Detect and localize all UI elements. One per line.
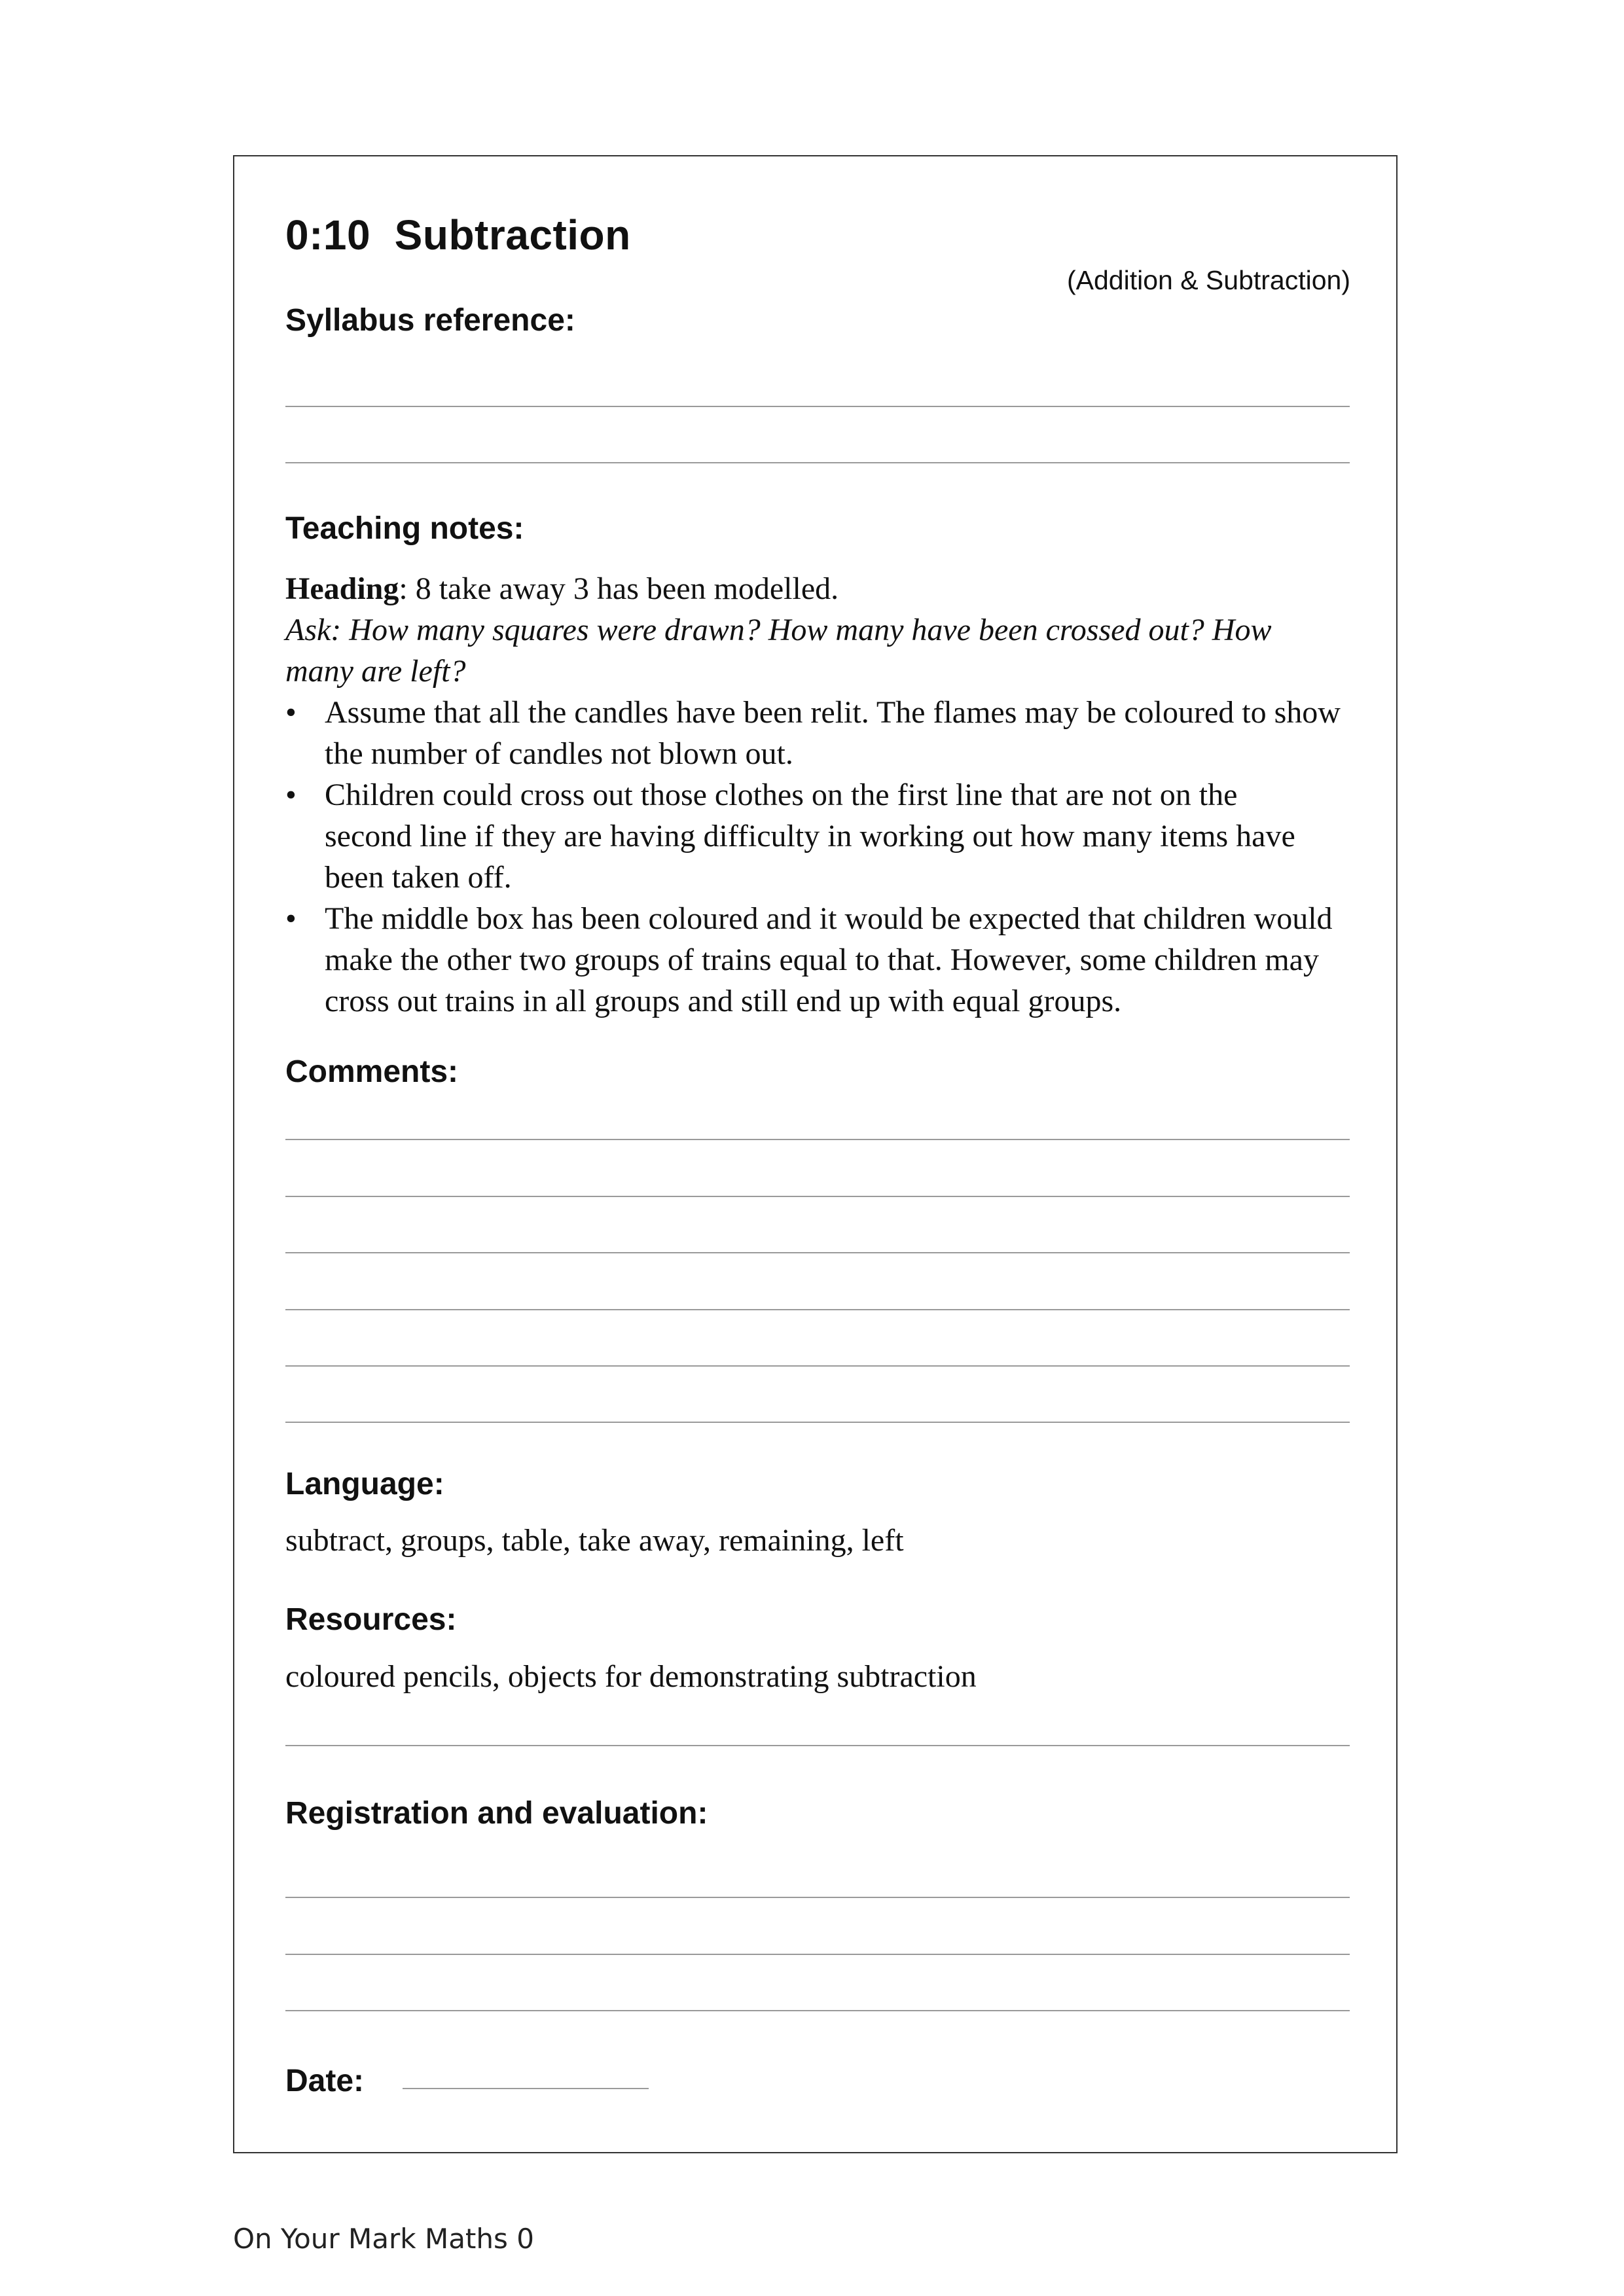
bullet-icon: •	[285, 778, 297, 812]
comments-heading: Comments:	[285, 1054, 459, 1089]
topic-category: (Addition & Subtraction)	[1066, 265, 1350, 295]
heading-label: Heading	[285, 571, 399, 606]
registration-line	[285, 1954, 1350, 1955]
registration-heading: Registration and evaluation:	[285, 1796, 708, 1831]
heading-note	[285, 568, 1359, 609]
comment-line	[285, 1309, 1350, 1310]
comment-line	[285, 1252, 1350, 1253]
resources-line	[285, 1745, 1350, 1746]
page-title: 0:10 Subtraction	[285, 211, 631, 259]
date-label: Date:	[285, 2064, 365, 2098]
comment-line	[285, 1139, 1350, 1140]
syllabus-line-2	[285, 462, 1350, 463]
heading-text: : 8 take away 3 has been modelled.	[399, 571, 839, 606]
syllabus-heading: Syllabus reference:	[285, 303, 575, 338]
teaching-notes-body	[285, 568, 1359, 1022]
date-line	[403, 2088, 649, 2089]
comment-line	[285, 1196, 1350, 1197]
list-item	[285, 898, 1372, 1022]
syllabus-line-1	[285, 406, 1350, 407]
bullet-text: The middle box has been coloured and it would be expected that children would make the other two groups of trains equal to that. However, some children may cross out trains in all groups and still end up with equal groups.	[325, 901, 1333, 1018]
resources-heading: Resources:	[285, 1602, 457, 1637]
ask-note	[285, 609, 1333, 692]
bullet-text: Assume that all the candles have been relit. The flames may be coloured to show the number of candles not blown out.	[325, 695, 1341, 771]
registration-line	[285, 1897, 1350, 1898]
worksheet-frame	[233, 155, 1398, 2153]
list-item	[285, 692, 1346, 774]
language-heading: Language:	[285, 1467, 444, 1501]
registration-line	[285, 2010, 1350, 2011]
footer-text: On Your Mark Maths 0	[233, 2223, 534, 2255]
bullet-text: Children could cross out those clothes on the first line that are not on the second line if they are having difficulty in working out how many items have been taken off.	[325, 778, 1295, 895]
bullet-icon: •	[285, 695, 297, 730]
comment-line	[285, 1422, 1350, 1423]
list-item	[285, 774, 1307, 898]
ask-text: Ask: How many squares were drawn? How many have been crossed out? How many are left?	[285, 613, 1272, 689]
teaching-notes-heading: Teaching notes:	[285, 511, 524, 546]
comment-line	[285, 1365, 1350, 1367]
bullet-icon: •	[285, 901, 297, 936]
resources-text: coloured pencils, objects for demonstrating subtraction	[285, 1659, 977, 1694]
notes-bullet-list	[285, 692, 1359, 1022]
language-text: subtract, groups, table, take away, remaining, left	[285, 1523, 904, 1558]
